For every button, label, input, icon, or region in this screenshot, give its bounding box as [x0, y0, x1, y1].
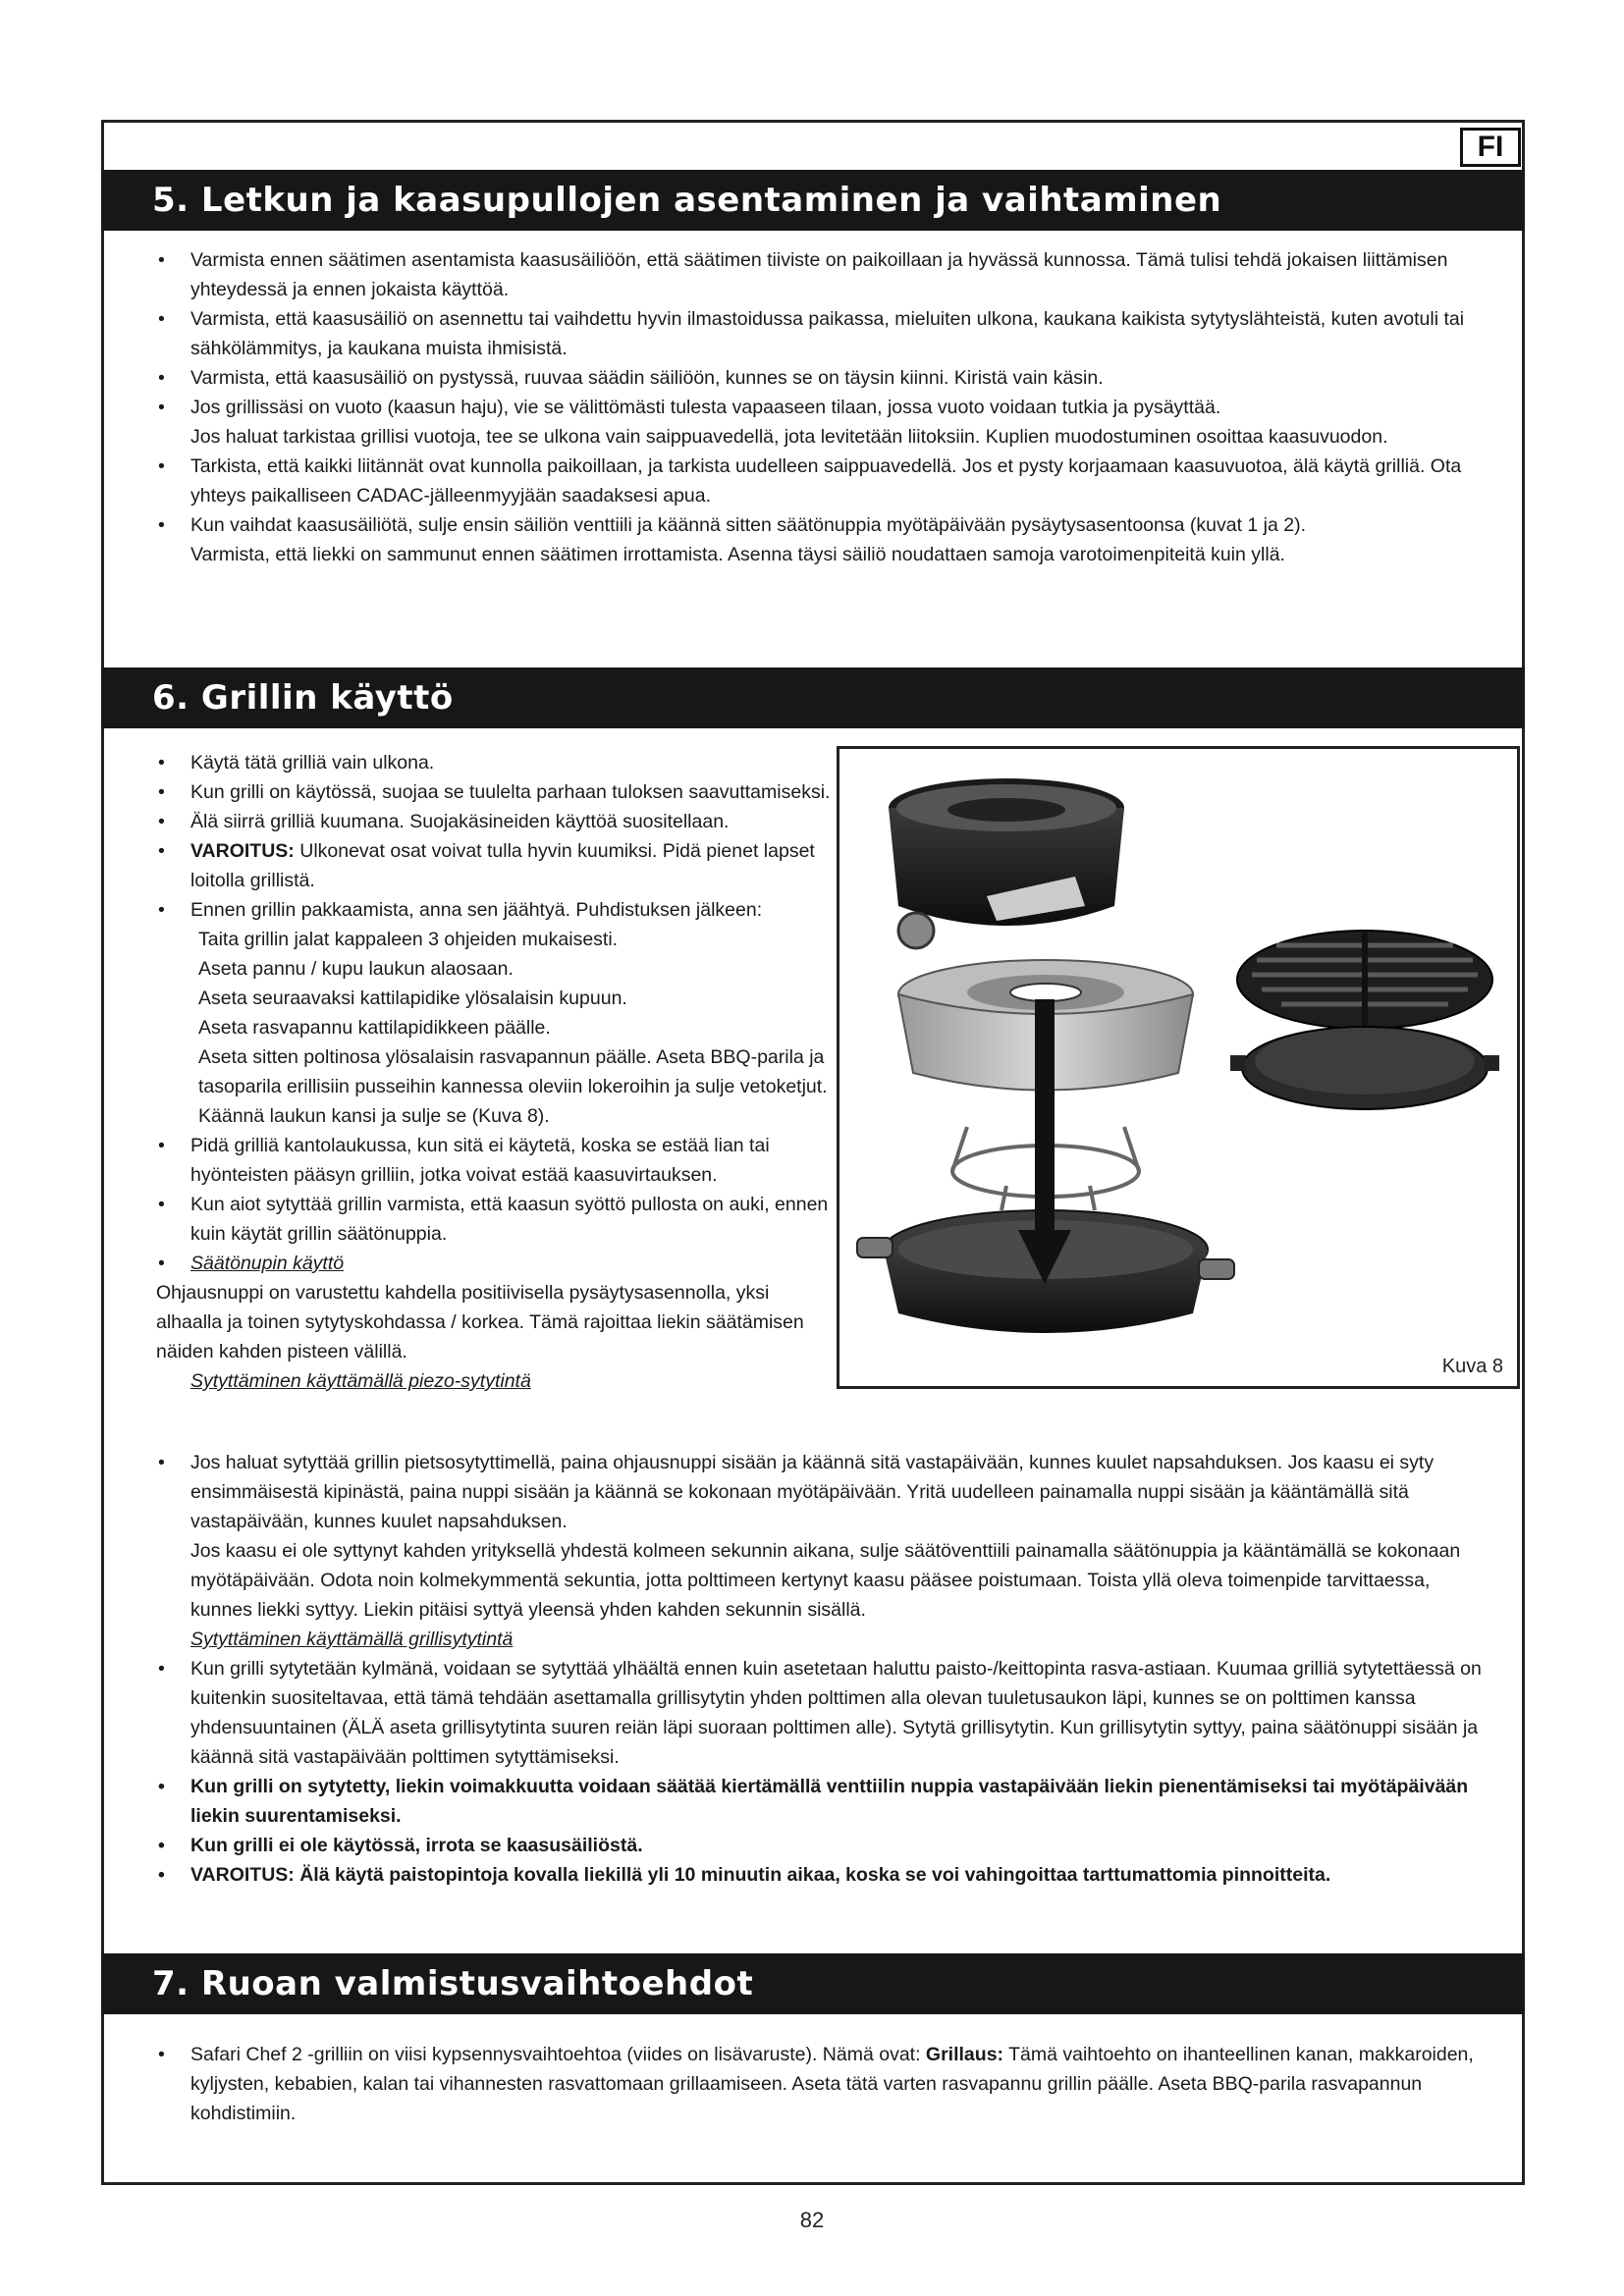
step: Aseta rasvapannu kattilapidikkeen päälle. — [198, 1017, 551, 1039]
list-item: • Käytä tätä grilliä vain ulkona. — [156, 748, 834, 777]
list-item: • Varmista, että kaasusäiliö on asennettu tai vaihdettu hyvin ilmastoidussa paikassa, mieluiten ulkona, kaukana kaikista sytytyslähteistä, kuten avotuli tai sähkölämmitys, ja kaukana muista ihmisistä. — [156, 304, 1491, 363]
flat-plate — [1230, 1027, 1499, 1109]
list-item: • Kun aiot sytyttää grillin varmista, että kaasun syöttö pullosta on auki, ennen kuin käytät grillin säätönuppia. — [156, 1190, 834, 1249]
grill-exploded-view — [839, 749, 1517, 1386]
section-7-list — [156, 2040, 1496, 2128]
list-item: • Jos grillissäsi on vuoto (kaasun haju), vie se välittömästi tulesta vapaaseen tilaan, jossa vuoto voidaan tutkia ja pysäyttää. — [156, 393, 1491, 422]
section-6-list-bottom — [156, 1448, 1496, 1890]
step: Käännä laukun kansi ja sulje se (Kuva 8). — [198, 1105, 550, 1127]
section-6-title: 6. Grillin käyttö — [101, 667, 1525, 728]
burner-bowl — [889, 778, 1124, 948]
list-item: • Kun grilli ei ole käytössä, irrota se kaasusäiliöstä. — [156, 1831, 1496, 1860]
list-item — [156, 1366, 834, 1396]
list-item-text: Safari Chef 2 -grilliin on viisi kypsennysvaihtoehtoa (viides on lisävaruste). Nämä ovat: — [190, 2044, 926, 2065]
list-item: Jos haluat tarkistaa grillisi vuotoja, tee se ulkona vain saippuavedellä, jota levitetään liitoksiin. Kuplien muodostuminen osoittaa kaasuvuodon. — [190, 426, 1388, 448]
list-item — [156, 895, 834, 1131]
list-item-text: Tämä vaihtoehto on ihanteellinen kanan, makkaroiden, kyljysten, kebabien, kalan tai vihannesten rasvattomaan grillaamiseen. Aseta tätä varten rasvapannu grillin päälle. Aseta BBQ-parila rasvapannun kohdistimiin. — [190, 2044, 1474, 2124]
list-item-text: • Jos haluat sytyttää grillin pietsosytyttimellä, paina ohjausnuppi sisään ja käännä sitä vastapäivään, kunnes kuulet napsahduksen. Jos kaasu ei syty ensimmäisestä kipinästä, paina nuppi sisään ja käännä se kokonaan myötäpäivään. Yritä uudelleen painamalla nuppi sisään ja kääntämällä sitä vastapäivään, kunnes kuulet napsahduksen. — [190, 1452, 1435, 1532]
language-badge: FI — [1460, 128, 1521, 167]
figure-caption: Kuva 8 — [1441, 1356, 1503, 1377]
step: Aseta seuraavaksi kattilapidike ylösalaisin kupuun. — [198, 988, 627, 1009]
list-item: Varmista, että liekki on sammunut ennen säätimen irrottamista. Asenna täysi säiliö noudattaen samoja varotoimenpiteitä kuin yllä. — [190, 544, 1285, 565]
list-item: • Kun vaihdat kaasusäiliötä, sulje ensin säiliön venttiili ja käännä sitten säätönuppia myötäpäivään pysäytysasentoonsa (kuvat 1 ja 2). — [156, 510, 1491, 540]
list-item: • Tarkista, että kaikki liitännät ovat kunnolla paikoillaan, ja tarkista uudelleen saippuavedellä. Jos et pysty korjaamaan kaasuvuotoa, älä käytä grilliä. Ota yhteys paikalliseen CADAC-jälleenmyyjään saadaksesi apua. — [156, 452, 1491, 510]
option-label: Grillaus: — [925, 2044, 1004, 2065]
page-number: 82 — [799, 2208, 825, 2232]
section-5-title: 5. Letkun ja kaasupullojen asentaminen ja vaihtaminen — [101, 170, 1525, 231]
subheading: Sytyttäminen käyttämällä piezo-sytytintä — [190, 1370, 531, 1392]
list-item: • Kun grilli sytytetään kylmänä, voidaan se sytyttää ylhäältä ennen kuin asetetaan haluttu paisto-/keittopinta rasva-astiaan. Kuumaa grilliä sytytettäessä on kuitenkin suositeltavaa, että tämä tehdään asettamalla grillisytytin yhden polttimen alla olevan tuuletusaukon läpi, kunnes se on polttimen kanssa yhdensuuntainen (ÄLÄ aseta grillisytytinta suuren reiän läpi suoraan polttimen alle). Sytytä grillisytytin. Kun grillisytytin syttyy, paina säätönuppi sisään ja käännä sitä vastapäivään polttimen sytyttämiseksi. — [156, 1654, 1496, 1772]
list-item: • Varmista ennen säätimen asentamista kaasusäiliöön, että säätimen tiiviste on paikoillaan ja hyvässä kunnossa. Tämä tulisi tehdä jokaisen liittämisen yhteydessä ja ennen jokaista käyttöä. — [156, 245, 1491, 304]
subheading: Sytyttäminen käyttämällä grillisytytintä — [190, 1629, 514, 1650]
list-item — [156, 836, 834, 895]
warning-label: VAROITUS: — [190, 840, 295, 862]
bbq-grid — [1237, 931, 1492, 1029]
list-item: • Varmista, että kaasusäiliö on pystyssä, ruuvaa säädin säiliöön, kunnes se on täysin kiinni. Kiristä vain käsin. — [156, 363, 1491, 393]
section-7-title: 7. Ruoan valmistusvaihtoehdot — [101, 1953, 1525, 2014]
subheading: Säätönupin käyttö — [190, 1253, 345, 1274]
section-6-list-top — [156, 748, 834, 1396]
list-item — [156, 1448, 1496, 1654]
list-item — [156, 2040, 1496, 2128]
section-5-list — [156, 245, 1491, 569]
grill-illustration — [837, 746, 1520, 1389]
step: Aseta sitten poltinosa ylösalaisin rasvapannun päälle. Aseta BBQ-parila ja tasoparila erillisiin pusseihin kannessa oleviin lokeroihin ja sulje vetoketjut. — [198, 1046, 828, 1097]
list-item: • Pidä grilliä kantolaukussa, kun sitä ei käytetä, koska se estää lian tai hyönteisten pääsyn grilliin, jotka voivat estää kaasuvirtauksen. — [156, 1131, 834, 1190]
list-item — [156, 1249, 834, 1278]
list-item: • Älä siirrä grilliä kuumana. Suojakäsineiden käyttöä suositellaan. — [156, 807, 834, 836]
list-item: • Kun grilli on käytössä, suojaa se tuulelta parhaan tuloksen saavuttamiseksi. — [156, 777, 834, 807]
list-item: • VAROITUS: Älä käytä paistopintoja kovalla liekillä yli 10 minuutin aikaa, koska se voi vahingoittaa tarttumattomia pinnoitteita. — [156, 1860, 1496, 1890]
list-item: • Kun grilli on sytytetty, liekin voimakkuutta voidaan säätää kiertämällä venttiilin nuppia vastapäivään liekin pienentämiseksi tai myötäpäivään liekin suurentamiseksi. — [156, 1772, 1496, 1831]
step: Aseta pannu / kupu laukun alaosaan. — [198, 958, 514, 980]
warning-text: Ulkonevat osat voivat tulla hyvin kuumiksi. Pidä pienet lapset loitolla grillistä. — [190, 840, 815, 891]
list-item: Ohjausnuppi on varustettu kahdella positiivisella pysäytysasennolla, yksi alhaalla ja toinen sytytyskohdassa / korkea. Tämä rajoittaa liekin säätämisen näiden kahden pisteen välillä. — [156, 1282, 804, 1362]
list-item-text: Jos kaasu ei ole syttynyt kahden yrityksellä yhdestä kolmeen sekunnin aikana, sulje säätöventtiili painamalla säätönuppia ja kääntämällä se kokonaan myötäpäivään. Odota noin kolmekymmentä sekuntia, jotta polttimeen kertynyt kaasu pääsee poistumaan. Toista yllä oleva toimenpide tarvittaessa, kunnes liekki syttyy. Liekin pitäisi syttyä yleensä yhden kahden sekunnin sisällä. — [190, 1540, 1461, 1621]
step: Taita grillin jalat kappaleen 3 ohjeiden mukaisesti. — [198, 929, 619, 950]
list-item-text: • Ennen grillin pakkaamista, anna sen jäähtyä. Puhdistuksen jälkeen: — [190, 899, 763, 921]
